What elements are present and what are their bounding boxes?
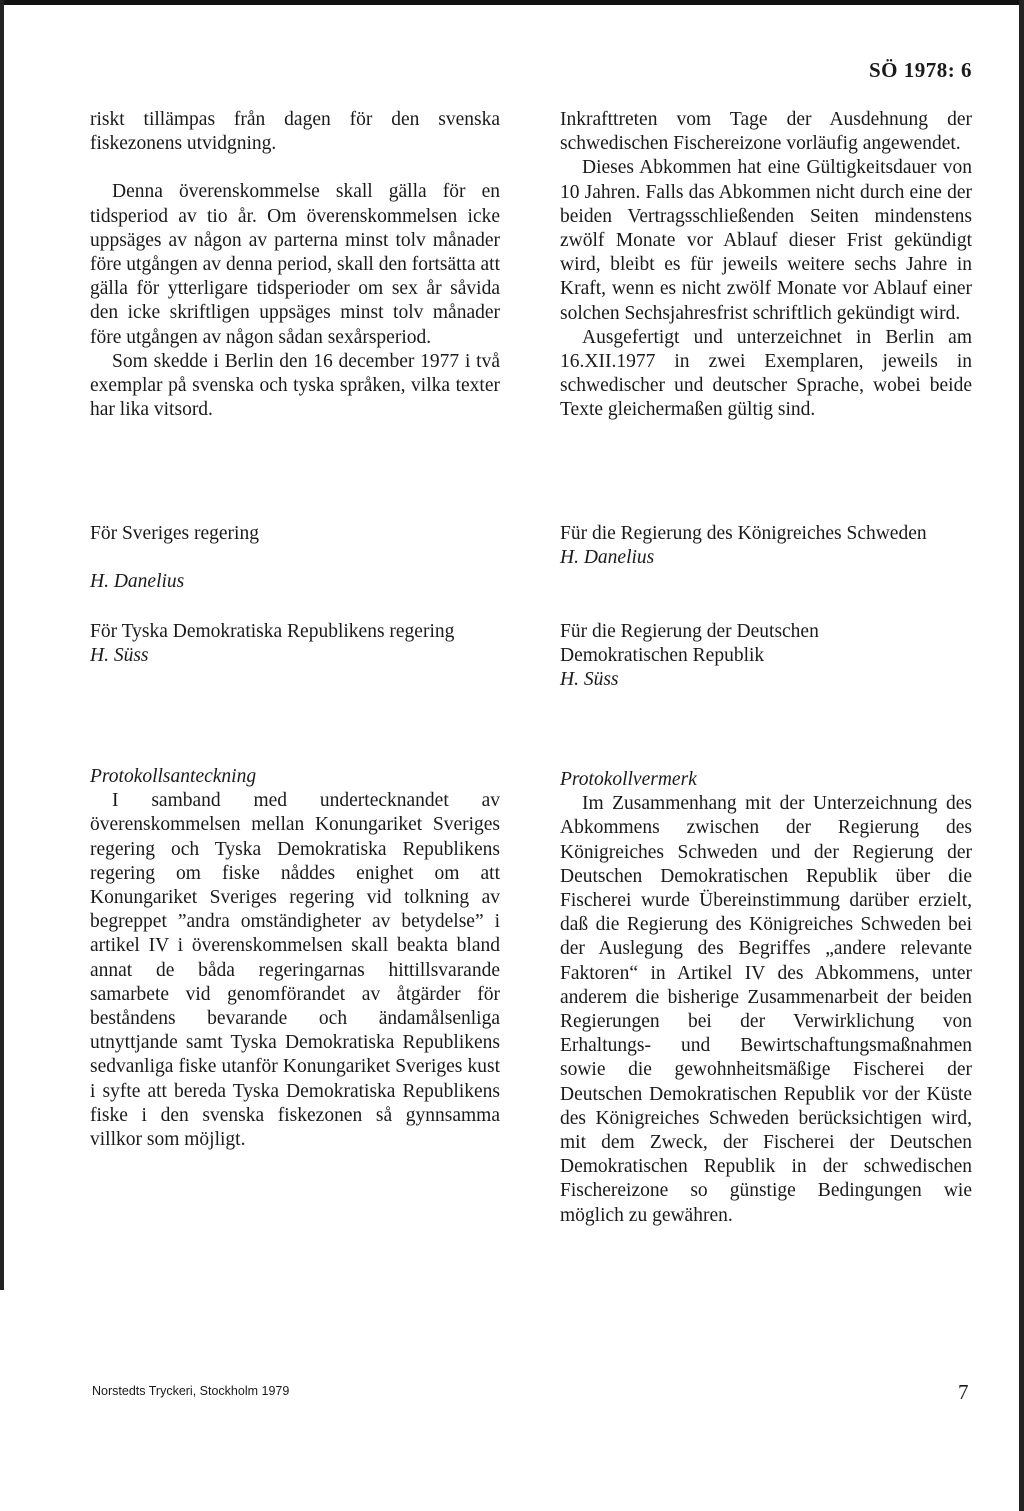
swedish-signature-1-label: För Sveriges regering: [90, 523, 259, 544]
german-paragraph-3: Ausgefertigt und unterzeichnet in Berlin am 16.XII.1977 in zwei Exemplaren, jeweils in schwedischer und deutscher Sprache, wobei beide Texte gleichermaßen gültig sind.: [560, 326, 972, 421]
swedish-signature-2: [90, 620, 500, 668]
left-border: [0, 0, 4, 1290]
german-signature-1-label: Für die Regierung des Königreiches Schweden: [560, 523, 927, 544]
swedish-paragraph-3: Som skedde i Berlin den 16 december 1977 i två exemplar på svenska och tyska språken, vilka texter har lika vitsord.: [90, 350, 500, 421]
german-paragraph-2: Dieses Abkommen hat eine Gültigkeitsdauer von 10 Jahren. Falls das Abkommen nicht durch eine der beiden Vertragsschließenden Seiten mindenstens zwölf Monate vor Ablauf dieser Frist gekündigt wird, bleibt es für jeweils weitere sechs Jahre in Kraft, wenn es nicht zwölf Monate vor Ablauf einer solchen Sechsjahresfrist schriftlich gekündigt wird.: [560, 157, 972, 324]
printer-imprint: Norstedts Tryckeri, Stockholm 1979: [92, 1384, 290, 1398]
german-signature-2-label: Für die Regierung der Deutschen Demokratischen Republik: [560, 621, 819, 667]
german-signature-2: [560, 620, 890, 693]
german-block-top: [560, 108, 972, 423]
swedish-protocol: [90, 765, 500, 1152]
german-protocol-heading: Protokollvermerk: [560, 769, 697, 790]
swedish-signature-2-name: H. Süss: [90, 645, 149, 667]
page-number: 7: [958, 1380, 969, 1404]
german-signature-2-name: H. Süss: [560, 669, 619, 691]
top-border: [0, 0, 1024, 5]
swedish-signature-2-label: För Tyska Demokratiska Republikens regering: [90, 621, 455, 642]
german-protocol-text: Im Zusammenhang mit der Unterzeichnung des Abkommens zwischen der Regierung des Königreiches Schweden und der Regierung der Deutschen Demokratischen Republik über die Fischerei wurde Übereinstimmung darüber erzielt, daß die Regierung des Königreiches Schweden bei der Auslegung des Begriffes „andere relevante Faktoren“ in Artikel IV des Abkommens, unter anderem die bisherige Zusammenarbeit der beiden Regierungen bei der Verwirklichung von Erhaltungs- und Bewirtschaftungsmaßnahmen sowie die gewohnheitsmäßige Fischerei der Deutschen Demokratischen Republik vor der Küste des Königreiches Schweden berücksichtigen wird, mit dem Zweck, der Fischerei der Deutschen Demokratischen Republik in der schwedischen Fischereizone so günstige Bedingungen wie möglich zu gewähren.: [560, 793, 972, 1226]
swedish-paragraph-2: Denna överenskommelse skall gälla för en tidsperiod av tio år. Om överenskommelsen icke uppsäges av någon av parterna minst tolv månader före utgången av denna period, skall den fortsätta att gälla för ytterligare tidsperioder om sex år såvida den icke skriftligen uppsäges minst tolv månader före utgången av någon sådan sexårsperiod.: [90, 181, 500, 348]
swedish-block-top: [90, 108, 500, 422]
swedish-signature-1: [90, 522, 500, 594]
document-reference: SÖ 1978: 6: [868, 58, 972, 82]
german-protocol: [560, 768, 972, 1228]
swedish-protocol-heading: Protokollsanteckning: [90, 766, 257, 787]
swedish-signature-1-name: H. Danelius: [90, 571, 185, 593]
german-signature-1: [560, 522, 972, 570]
right-border: [1019, 0, 1024, 1511]
swedish-protocol-text: I samband med undertecknandet av överenskommelsen mellan Konungariket Sveriges regering och Tyska Demokratiska Republikens regering om fiske nåddes enighet om att Konungariket Sveriges regering vid tolkning av begreppet ”andra omständigheter av betydelse” i artikel IV i överenskommelsen skall beakta bland annat de båda regeringarnas hittillsvarande samarbete vid genomförandet av åtgärder för beståndens bevarande och ändamålsenliga utnyttjande samt Tyska Demokratiska Republikens sedvanliga fiske utanför Konungariket Sveriges kust i syfte att bereda Tyska Demokratiska Republikens fiske i den svenska fiskezonen så gynnsamma villkor som möjligt.: [90, 790, 500, 1151]
swedish-paragraph-1: riskt tillämpas från dagen för den svenska fiskezonens utvidgning.: [90, 109, 500, 155]
german-signature-1-name: H. Danelius: [560, 547, 655, 569]
german-paragraph-1: Inkrafttreten vom Tage der Ausdehnung der schwedischen Fischereizone vorläufig angewendet.: [560, 109, 972, 155]
